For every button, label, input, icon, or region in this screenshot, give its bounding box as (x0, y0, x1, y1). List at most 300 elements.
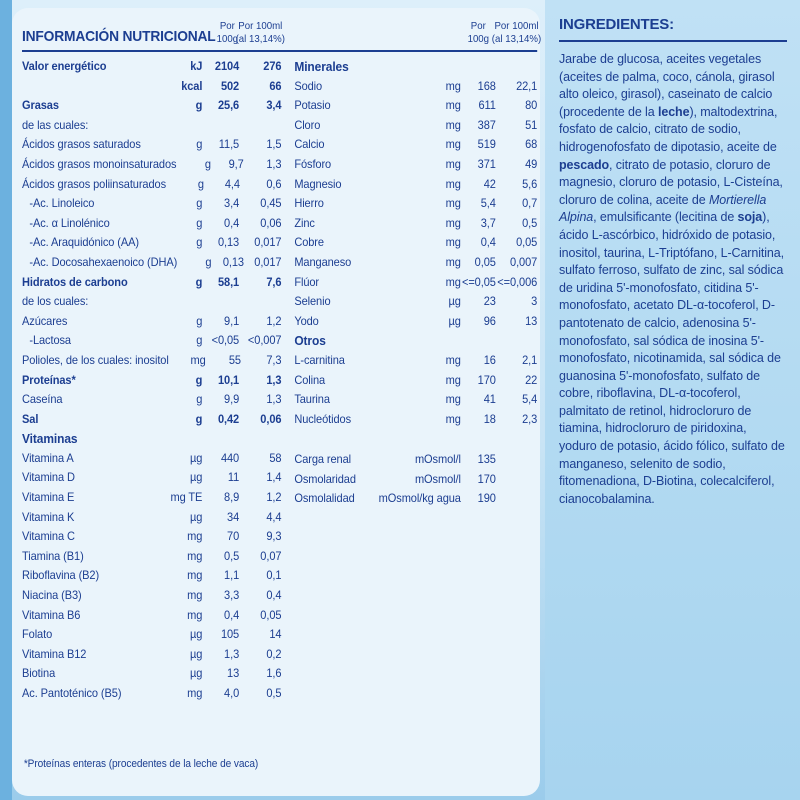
cell-v1: 96 (483, 313, 496, 328)
nutrient-row (22, 77, 281, 97)
nutrient-row (22, 586, 281, 606)
cell-v1: 1,1 (224, 568, 240, 583)
cell-v1: 170 (477, 471, 496, 486)
nutrient-row (22, 527, 281, 547)
nutrient-row (22, 116, 281, 136)
cell-v2 (496, 489, 537, 509)
cell-label: -Ac. Docosahexaenoico (DHA) (29, 254, 178, 269)
cell-unit: mg (190, 352, 206, 367)
table-header-left (22, 18, 285, 46)
cell-label: Yodo (294, 313, 319, 328)
cell-v1 (202, 429, 239, 449)
cell-v2: 22 (525, 372, 538, 387)
cell-v2 (496, 450, 537, 470)
cell-v1: 9,1 (224, 313, 240, 328)
cell-label: Hierro (294, 196, 324, 211)
col-header-per100ml: Por 100ml (al 13,14%) (235, 20, 285, 45)
cell-v2: 68 (525, 137, 538, 152)
nutrient-row (22, 684, 281, 704)
nutrient-row (294, 77, 537, 97)
cell-unit: µg (190, 450, 203, 465)
cell-label: Vitaminas (22, 431, 78, 447)
nutrition-facts-panel (12, 8, 540, 796)
nutrient-row (22, 468, 281, 488)
cell-label: Ac. Pantoténico (B5) (22, 686, 122, 700)
cell-unit: g (196, 196, 203, 211)
cell-v2: 0,1 (266, 568, 282, 583)
cell-v1: 58,1 (217, 274, 240, 289)
cell-unit: mOsmol/kg agua (378, 491, 461, 506)
cell-label: Niacina (B3) (22, 588, 82, 603)
cell-v2: 1,2 (266, 313, 282, 328)
cell-v2: 0,017 (254, 235, 282, 250)
cell-label: Minerales (294, 59, 349, 74)
cell-unit: µg (190, 509, 203, 524)
cell-unit: g (204, 156, 211, 171)
cell-label: Cobre (294, 235, 324, 250)
cell-v2 (239, 116, 281, 136)
cell-v2: 1,2 (266, 490, 282, 505)
cell-unit: g (197, 176, 204, 191)
cell-unit: g (196, 235, 203, 250)
cell-label: -Ac. Araquidónico (AA) (29, 235, 140, 250)
nutrient-row (294, 470, 537, 490)
nutrient-row (22, 194, 281, 214)
cell-v1: 170 (477, 372, 496, 387)
cell-label: Tiamina (B1) (22, 548, 84, 563)
cell-v1: 0,13 (217, 235, 240, 250)
cell-label: Taurina (294, 392, 330, 407)
section-header-row (294, 57, 537, 77)
cell-label: Osmolaridad (294, 471, 356, 486)
cell-v2: 0,5 (522, 215, 538, 230)
nutrient-row (22, 566, 281, 586)
cell-v2: 1,3 (266, 392, 282, 407)
cell-v2: 2,1 (522, 352, 538, 367)
cell-label: -Ac. Linoleico (29, 196, 95, 211)
cell-v2: <=0,006 (497, 274, 538, 289)
cell-v1: 0,42 (217, 411, 240, 426)
cell-v1: 55 (228, 352, 241, 367)
cell-v2: 1,3 (266, 156, 282, 171)
cell-v2: 7,3 (266, 352, 282, 367)
cell-v1: 23 (483, 294, 496, 309)
cell-v2: 9,3 (266, 529, 282, 544)
ingredient-segment: Mortierella Alpina (559, 192, 767, 225)
cell-v2 (496, 470, 537, 490)
ingredient-segment: ), ácido L-ascórbico, hidróxido de potasio, inositol, taurina, L-Triptófano, L-Carnitina, sulfato ferroso, sulfato de zinc, sal sódica de uridina 5'-monofosfato, citidina 5'-monofosfato, acetato DL-α-tocoferol, D-pantotenato de calcio, adenosina 5'-monofosfato, sal sódica de inosina 5'-monofosfato, nicotinamida, sal sódica de guanosina 5'-monofosfato, sulfato de cobre, riboflavina, DL-α-tocoferol, palmitato de retinol, hidrocloruro de tiamina, hidrocloruro de piridoxina, yoduro de potasio, ácido fólico, sulfato de manganeso, selenito de sodio, fitomenadiona, D-Biotina, colecalciferol, cianocobalamina. (559, 210, 785, 506)
cell-v2: 0,06 (260, 411, 282, 426)
minerals-others-table (294, 57, 537, 704)
nutrient-row (22, 253, 281, 273)
cell-v2 (496, 57, 537, 77)
cell-label: -Ac. α Linolénico (29, 215, 110, 230)
cell-v2: 22,1 (516, 78, 538, 93)
cell-v1: 8,9 (224, 490, 240, 505)
cell-label: Carga renal (294, 452, 352, 467)
cell-label: Manganeso (294, 254, 352, 269)
col-header-per100g: Por 100g (216, 20, 239, 45)
table-header (22, 18, 542, 46)
cell-unit: mg (445, 411, 461, 426)
nutrient-row (294, 214, 537, 234)
cell-v1: 3,3 (224, 588, 240, 603)
cell-label: Proteínas* (22, 372, 76, 387)
cell-v2: 0,06 (260, 215, 282, 230)
cell-label: Nucleótidos (294, 411, 352, 426)
cell-label: Vitamina B12 (22, 646, 87, 661)
nutrient-row (294, 351, 537, 371)
cell-label: Fósforo (294, 156, 332, 171)
cell-label: Calcio (294, 137, 325, 152)
col-header-per100ml: Por 100ml (al 13,14%) (491, 20, 542, 45)
cell-v1: 9,7 (228, 156, 244, 171)
cell-label: Polioles, de los cuales: inositol (22, 352, 169, 367)
nutrient-row (22, 410, 281, 430)
cell-v1 (461, 331, 496, 351)
cell-unit (164, 292, 203, 312)
cell-label: Riboflavina (B2) (22, 568, 100, 583)
cell-v1: 0,05 (474, 254, 496, 269)
cell-v2: 80 (525, 98, 538, 113)
cell-label: Ácidos grasos monoinsaturados (22, 156, 177, 171)
cell-unit: kcal (181, 78, 203, 93)
cell-unit (164, 116, 203, 136)
cell-label: Valor energético (22, 59, 107, 73)
cell-label: Vitamina A (22, 450, 74, 465)
macros-vitamins-table (22, 57, 281, 704)
cell-unit: µg (190, 470, 203, 485)
cell-v1: <0,05 (211, 333, 240, 348)
cell-v1: 25,6 (217, 98, 240, 113)
cell-v2: 5,4 (522, 392, 538, 407)
nutrient-row (22, 547, 281, 567)
cell-v2: 0,05 (260, 607, 282, 622)
cell-v2: <0,007 (247, 333, 282, 348)
cell-v1: 10,1 (217, 372, 240, 387)
nutrient-row (294, 410, 537, 430)
cell-v1: 34 (227, 509, 240, 524)
cell-unit: mg (445, 254, 461, 269)
cell-unit: mg (445, 176, 461, 191)
section-header-row (22, 429, 281, 449)
nutrient-row (22, 488, 281, 508)
cell-label: Colina (294, 372, 326, 387)
nutrient-row (22, 645, 281, 665)
ingredient-segment: , citrato de potasio, cloruro de magnesio, cloruro de potasio, L-Cisteína, cloruro de colina, aceite de (559, 157, 783, 207)
nutrient-row (22, 273, 281, 293)
nutrient-row (294, 390, 537, 410)
cell-v2: 0,2 (266, 646, 282, 661)
nutrient-row (294, 312, 537, 332)
cell-v2: 13 (525, 313, 538, 328)
nutrition-title: INFORMACIÓN NUTRICIONAL (22, 28, 216, 45)
cell-unit: mg (445, 196, 461, 211)
nutrient-row (294, 489, 537, 509)
cell-v1: 4,0 (224, 686, 240, 700)
cell-label: Sodio (294, 78, 323, 93)
cell-unit: µg (190, 627, 203, 642)
cell-unit: g (195, 372, 203, 387)
cell-unit: mg (445, 215, 461, 230)
cell-v1: 1,3 (224, 646, 240, 661)
cell-unit: mg (445, 137, 461, 152)
cell-unit: mOsmol/l (414, 471, 461, 486)
cell-unit: mg (187, 548, 203, 563)
nutrient-row (22, 175, 281, 195)
cell-label: Ácidos grasos poliinsaturados (22, 176, 167, 191)
cell-v1: 371 (477, 156, 496, 171)
cell-label: Otros (294, 333, 326, 349)
cell-v1: 2104 (214, 59, 240, 73)
nutrient-row (294, 233, 537, 253)
cell-label: Magnesio (294, 176, 342, 191)
cell-label: Ácidos grasos saturados (22, 137, 141, 152)
cell-v2: 3,4 (266, 98, 282, 113)
cell-v2: 1,6 (266, 666, 282, 681)
cell-v2: 58 (269, 450, 282, 465)
cell-unit: mg (445, 352, 461, 367)
cell-v1: 190 (477, 491, 496, 506)
cell-unit: mg (445, 117, 461, 132)
protein-footnote: *Proteínas enteras (procedentes de la leche de vaca) (23, 758, 259, 770)
cell-v1 (202, 116, 239, 136)
cell-v2: 0,017 (254, 254, 282, 269)
nutrition-panel-content (22, 18, 542, 778)
cell-label: -Lactosa (29, 333, 71, 348)
nutrient-row (294, 155, 537, 175)
cell-v1: 0,4 (224, 215, 240, 230)
cell-unit: mg TE (170, 490, 203, 505)
nutrient-row (22, 292, 281, 312)
cell-unit: g (205, 254, 212, 269)
ingredients-title: INGREDIENTES: (559, 16, 674, 33)
cell-unit: mg (187, 686, 203, 700)
ingredient-segment: ), maltodextrina, fosfato de calcio, citrato de sodio, hidrogenofosfato de dipotasio, aceite de (559, 104, 778, 154)
cell-v2: 0,45 (260, 196, 282, 211)
cell-unit (373, 331, 460, 351)
cell-label: Vitamina C (22, 529, 75, 544)
cell-v2: 49 (525, 156, 538, 171)
cell-unit: mg (445, 98, 461, 113)
cell-unit: mOsmol/l (414, 452, 461, 467)
cell-unit: g (195, 274, 203, 289)
cell-label: Potasio (294, 98, 331, 113)
cell-v2: 7,6 (266, 274, 282, 289)
cell-v2: 5,6 (522, 176, 538, 191)
nutrient-row (22, 135, 281, 155)
cell-label: Selenio (294, 294, 331, 309)
nutrient-row (22, 508, 281, 528)
cell-unit: g (196, 137, 203, 152)
ingredient-segment: leche (657, 104, 690, 119)
cell-label: Osmolalidad (294, 491, 355, 506)
ingredients-divider-line (559, 40, 787, 42)
cell-v1: 16 (483, 352, 496, 367)
cell-unit: µg (448, 294, 461, 309)
cell-unit: mg (445, 392, 461, 407)
cell-v1: 3,4 (224, 196, 240, 211)
nutrient-row (294, 116, 537, 136)
cell-unit: µg (190, 646, 203, 661)
cell-label (22, 77, 164, 97)
cell-v1: 70 (227, 529, 240, 544)
cell-unit (164, 429, 203, 449)
cell-label: Sal (22, 411, 39, 426)
cell-v1: 519 (477, 137, 496, 152)
cell-unit: g (196, 392, 203, 407)
cell-v1: 9,9 (224, 392, 240, 407)
cell-v1 (461, 57, 496, 77)
cell-v2: 0,6 (266, 176, 282, 191)
cell-unit: mg (187, 568, 203, 583)
cell-v1: <=0,05 (461, 274, 496, 289)
cell-label: Flúor (294, 274, 320, 289)
cell-unit: g (196, 313, 203, 328)
cell-v1 (202, 292, 239, 312)
nutrient-row (22, 96, 281, 116)
nutrient-row (294, 253, 537, 273)
cell-unit: µg (448, 313, 461, 328)
cell-label: de las cuales: (22, 117, 89, 132)
cell-v1: 5,4 (480, 196, 496, 211)
cell-v1: 387 (477, 117, 496, 132)
cell-v1: 0,5 (224, 548, 240, 563)
cell-v2: 276 (263, 59, 282, 73)
cell-unit: kJ (190, 59, 203, 73)
header-divider-line (22, 50, 537, 52)
cell-label: Vitamina B6 (22, 607, 81, 622)
cell-v1: 0,4 (224, 607, 240, 622)
cell-label: Azúcares (22, 313, 68, 328)
nutrition-tables (22, 57, 537, 704)
nutrient-row (22, 606, 281, 626)
cell-v2 (496, 331, 537, 351)
cell-unit: g (195, 98, 203, 113)
cell-label: L-carnitina (294, 352, 345, 367)
cell-v2: 1,5 (266, 137, 282, 152)
cell-unit (373, 57, 460, 77)
cell-label: Vitamina D (22, 470, 75, 485)
cell-label: Vitamina E (22, 490, 75, 505)
ingredient-segment: pescado (559, 157, 610, 172)
cell-v1: 4,4 (224, 176, 240, 191)
nutrient-row (22, 233, 281, 253)
nutrient-row (22, 312, 281, 332)
cell-unit: mg (445, 372, 461, 387)
nutrient-row (22, 449, 281, 469)
cell-unit: mg (187, 529, 203, 544)
cell-v1: 502 (220, 78, 240, 93)
cell-v1: 11,5 (218, 137, 240, 152)
cell-v2 (239, 292, 281, 312)
cell-v1: 11 (227, 470, 240, 485)
ingredient-segment: , emulsificante (lecitina de (593, 210, 738, 225)
nutrient-row (22, 214, 281, 234)
cell-unit: mg (445, 78, 461, 93)
nutrient-row (22, 390, 281, 410)
cell-v1: 0,4 (480, 235, 496, 250)
cell-unit: g (195, 411, 203, 426)
nutrient-row (294, 273, 537, 293)
cell-label: Cloro (294, 117, 321, 132)
nutrient-row (22, 351, 281, 371)
cell-v1: 168 (477, 78, 496, 93)
nutrient-row (22, 371, 281, 391)
nutrient-row (22, 331, 281, 351)
ingredients-text (559, 51, 787, 508)
cell-v2: 1,4 (266, 470, 282, 485)
nutrient-row (294, 450, 537, 470)
cell-v2: 0,5 (266, 686, 282, 700)
cell-v2: 0,05 (516, 235, 538, 250)
cell-v2: 0,07 (260, 548, 282, 563)
col-header-per100g: Por 100g (467, 20, 490, 45)
cell-v2: 0,007 (510, 254, 538, 269)
cell-v2: 51 (525, 117, 538, 132)
label-left-edge (0, 0, 12, 800)
cell-unit: mg (187, 588, 203, 603)
nutrient-row (294, 371, 537, 391)
cell-v2: 14 (269, 627, 282, 642)
cell-unit: mg (445, 235, 461, 250)
cell-label: Folato (22, 627, 53, 642)
nutrient-row (22, 664, 281, 684)
cell-v2: 4,4 (266, 509, 282, 524)
cell-label: Zinc (294, 215, 315, 230)
cell-v1: 41 (483, 392, 496, 407)
cell-v1: 13 (227, 666, 240, 681)
ingredients-section (545, 0, 800, 800)
nutrient-row (22, 155, 281, 175)
nutrient-row (294, 292, 537, 312)
cell-v1: 135 (477, 452, 496, 467)
cell-label: Caseína (22, 392, 63, 407)
cell-v1: 18 (483, 411, 496, 426)
section-header-row (294, 331, 537, 351)
nutrient-row (22, 57, 281, 77)
cell-v2 (239, 429, 281, 449)
cell-label: Grasas (22, 98, 59, 113)
cell-v2: 0,4 (266, 588, 282, 603)
cell-unit: µg (190, 666, 203, 681)
cell-v1: 42 (483, 176, 496, 191)
ingredient-segment: Jarabe de glucosa, aceites vegetales (aceites de palma, coco, cánola, girasol alto oleico, girasol), caseinato de calcio (procedente de la (559, 52, 775, 119)
cell-unit: g (196, 215, 203, 230)
cell-unit: mg (445, 274, 461, 289)
cell-unit: mg (187, 607, 203, 622)
ingredient-segment: soja (737, 210, 763, 225)
nutrient-row (294, 175, 537, 195)
cell-unit: mg (445, 156, 461, 171)
cell-v1: 3,7 (480, 215, 496, 230)
cell-v1: 105 (220, 627, 240, 642)
cell-v1: 440 (220, 450, 240, 465)
cell-v2: 0,7 (522, 196, 538, 211)
table-gap (294, 429, 537, 450)
nutrient-row (294, 96, 537, 116)
cell-v2: 3 (531, 294, 538, 309)
cell-unit: g (196, 333, 203, 348)
cell-label: Hidratos de carbono (22, 274, 128, 289)
cell-v2: 2,3 (522, 411, 538, 426)
cell-label: Biotina (22, 666, 56, 681)
nutrient-row (22, 625, 281, 645)
cell-v1: 0,13 (222, 254, 244, 269)
cell-v1: 611 (478, 98, 496, 113)
cell-label: de los cuales: (22, 294, 89, 309)
table-header-middle (294, 18, 542, 46)
